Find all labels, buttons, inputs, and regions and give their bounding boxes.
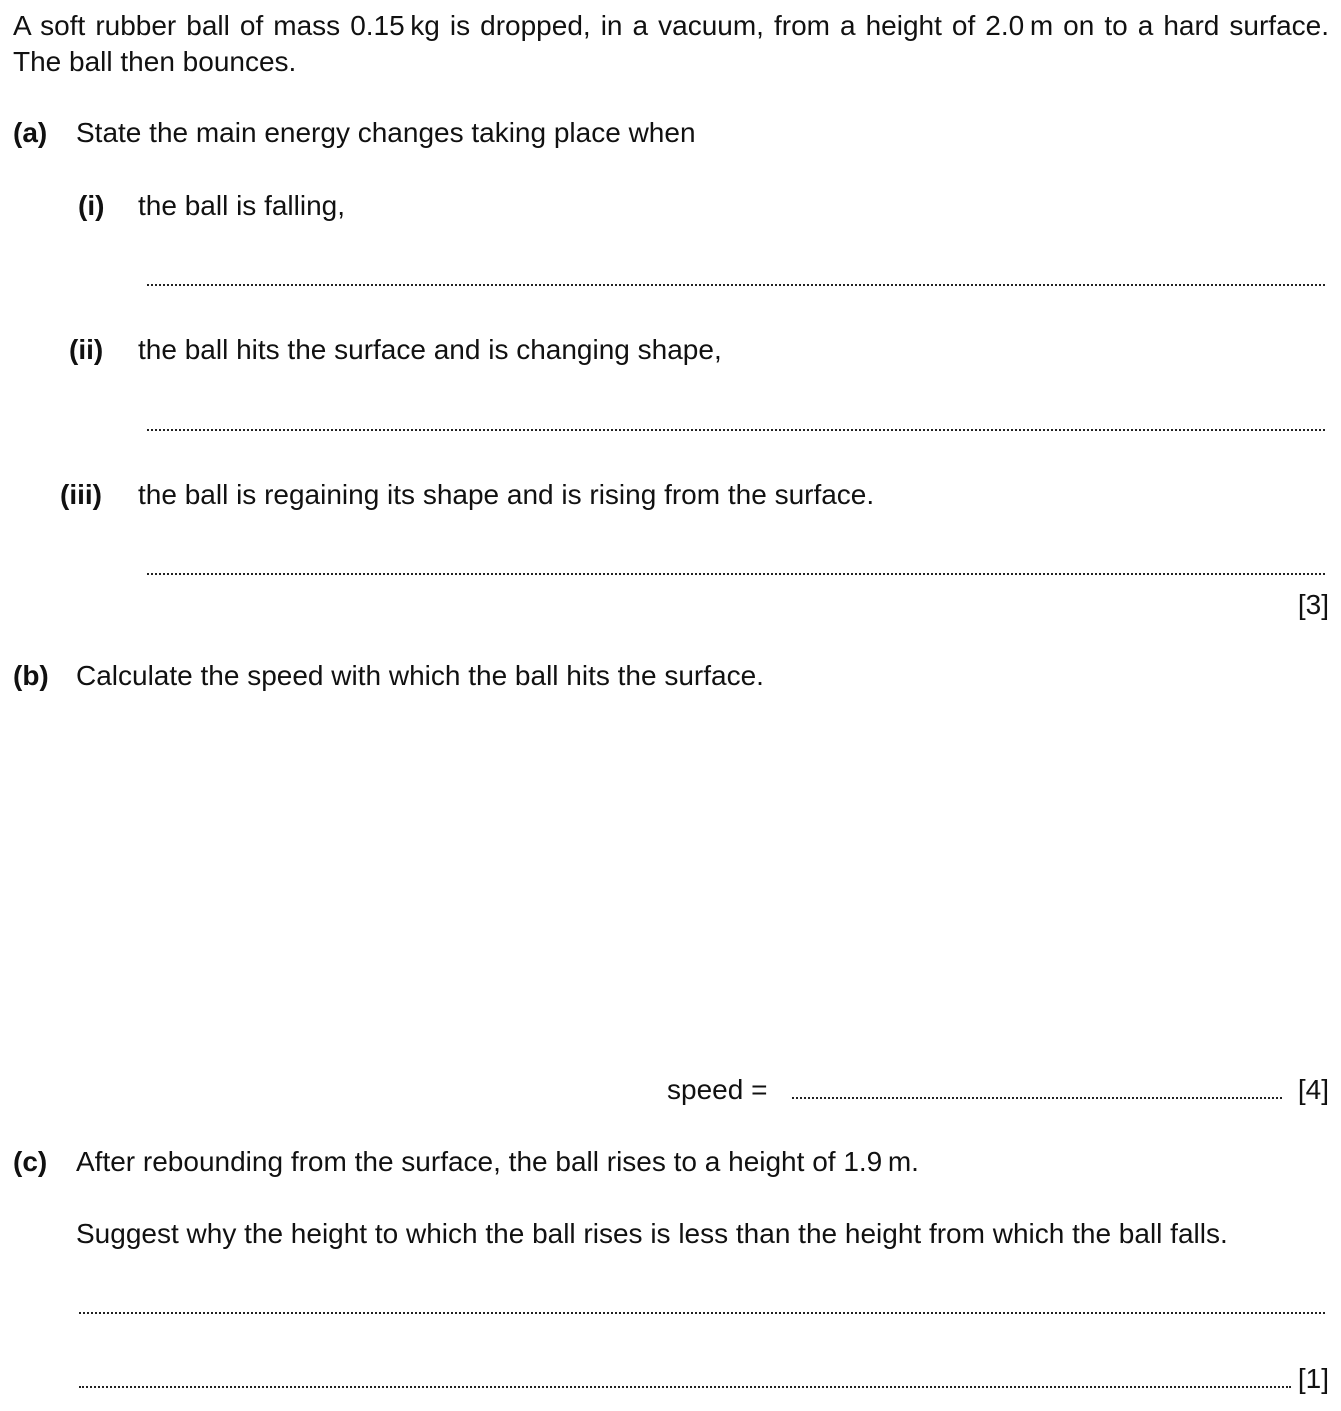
part-b-text: Calculate the speed with which the ball hits the surface. xyxy=(76,660,764,691)
speed-answer-line[interactable] xyxy=(792,1097,1282,1099)
answer-line-a-iii[interactable] xyxy=(147,573,1325,575)
speed-answer-label: speed = xyxy=(667,1074,768,1105)
part-a-i-text: the ball is falling, xyxy=(138,190,346,221)
answer-line-c-1[interactable] xyxy=(79,1312,1325,1314)
part-a-iii-label: (iii) xyxy=(60,479,102,510)
answer-line-a-i[interactable] xyxy=(147,284,1325,286)
answer-line-a-ii[interactable] xyxy=(147,429,1325,431)
part-b-label: (b) xyxy=(13,660,49,691)
part-a-ii-label: (ii) xyxy=(69,334,104,365)
part-a-text: State the main energy changes taking place when xyxy=(76,117,696,148)
part-a-i-label: (i) xyxy=(78,190,105,221)
part-a-label: (a) xyxy=(13,117,48,148)
question-intro: A soft rubber ball of mass 0.15 kg is dropped, in a vacuum, from a height of 2.0 m on to a hard surface. The ball then bounces. xyxy=(13,10,1329,77)
part-c-text: After rebounding from the surface, the ball rises to a height of 1.9 m. xyxy=(76,1146,919,1177)
part-c-prompt: Suggest why the height to which the ball rises is less than the height from which the ball falls. xyxy=(76,1218,1228,1249)
part-c-label: (c) xyxy=(13,1146,48,1177)
part-a-iii-text: the ball is regaining its shape and is rising from the surface. xyxy=(138,479,875,510)
part-a-ii-text: the ball hits the surface and is changing shape, xyxy=(138,334,722,365)
part-c-marks: [1] xyxy=(1297,1363,1329,1394)
answer-line-c-2[interactable] xyxy=(79,1386,1291,1388)
part-a-marks: [3] xyxy=(1297,589,1329,620)
part-b-marks: [4] xyxy=(1297,1074,1329,1105)
